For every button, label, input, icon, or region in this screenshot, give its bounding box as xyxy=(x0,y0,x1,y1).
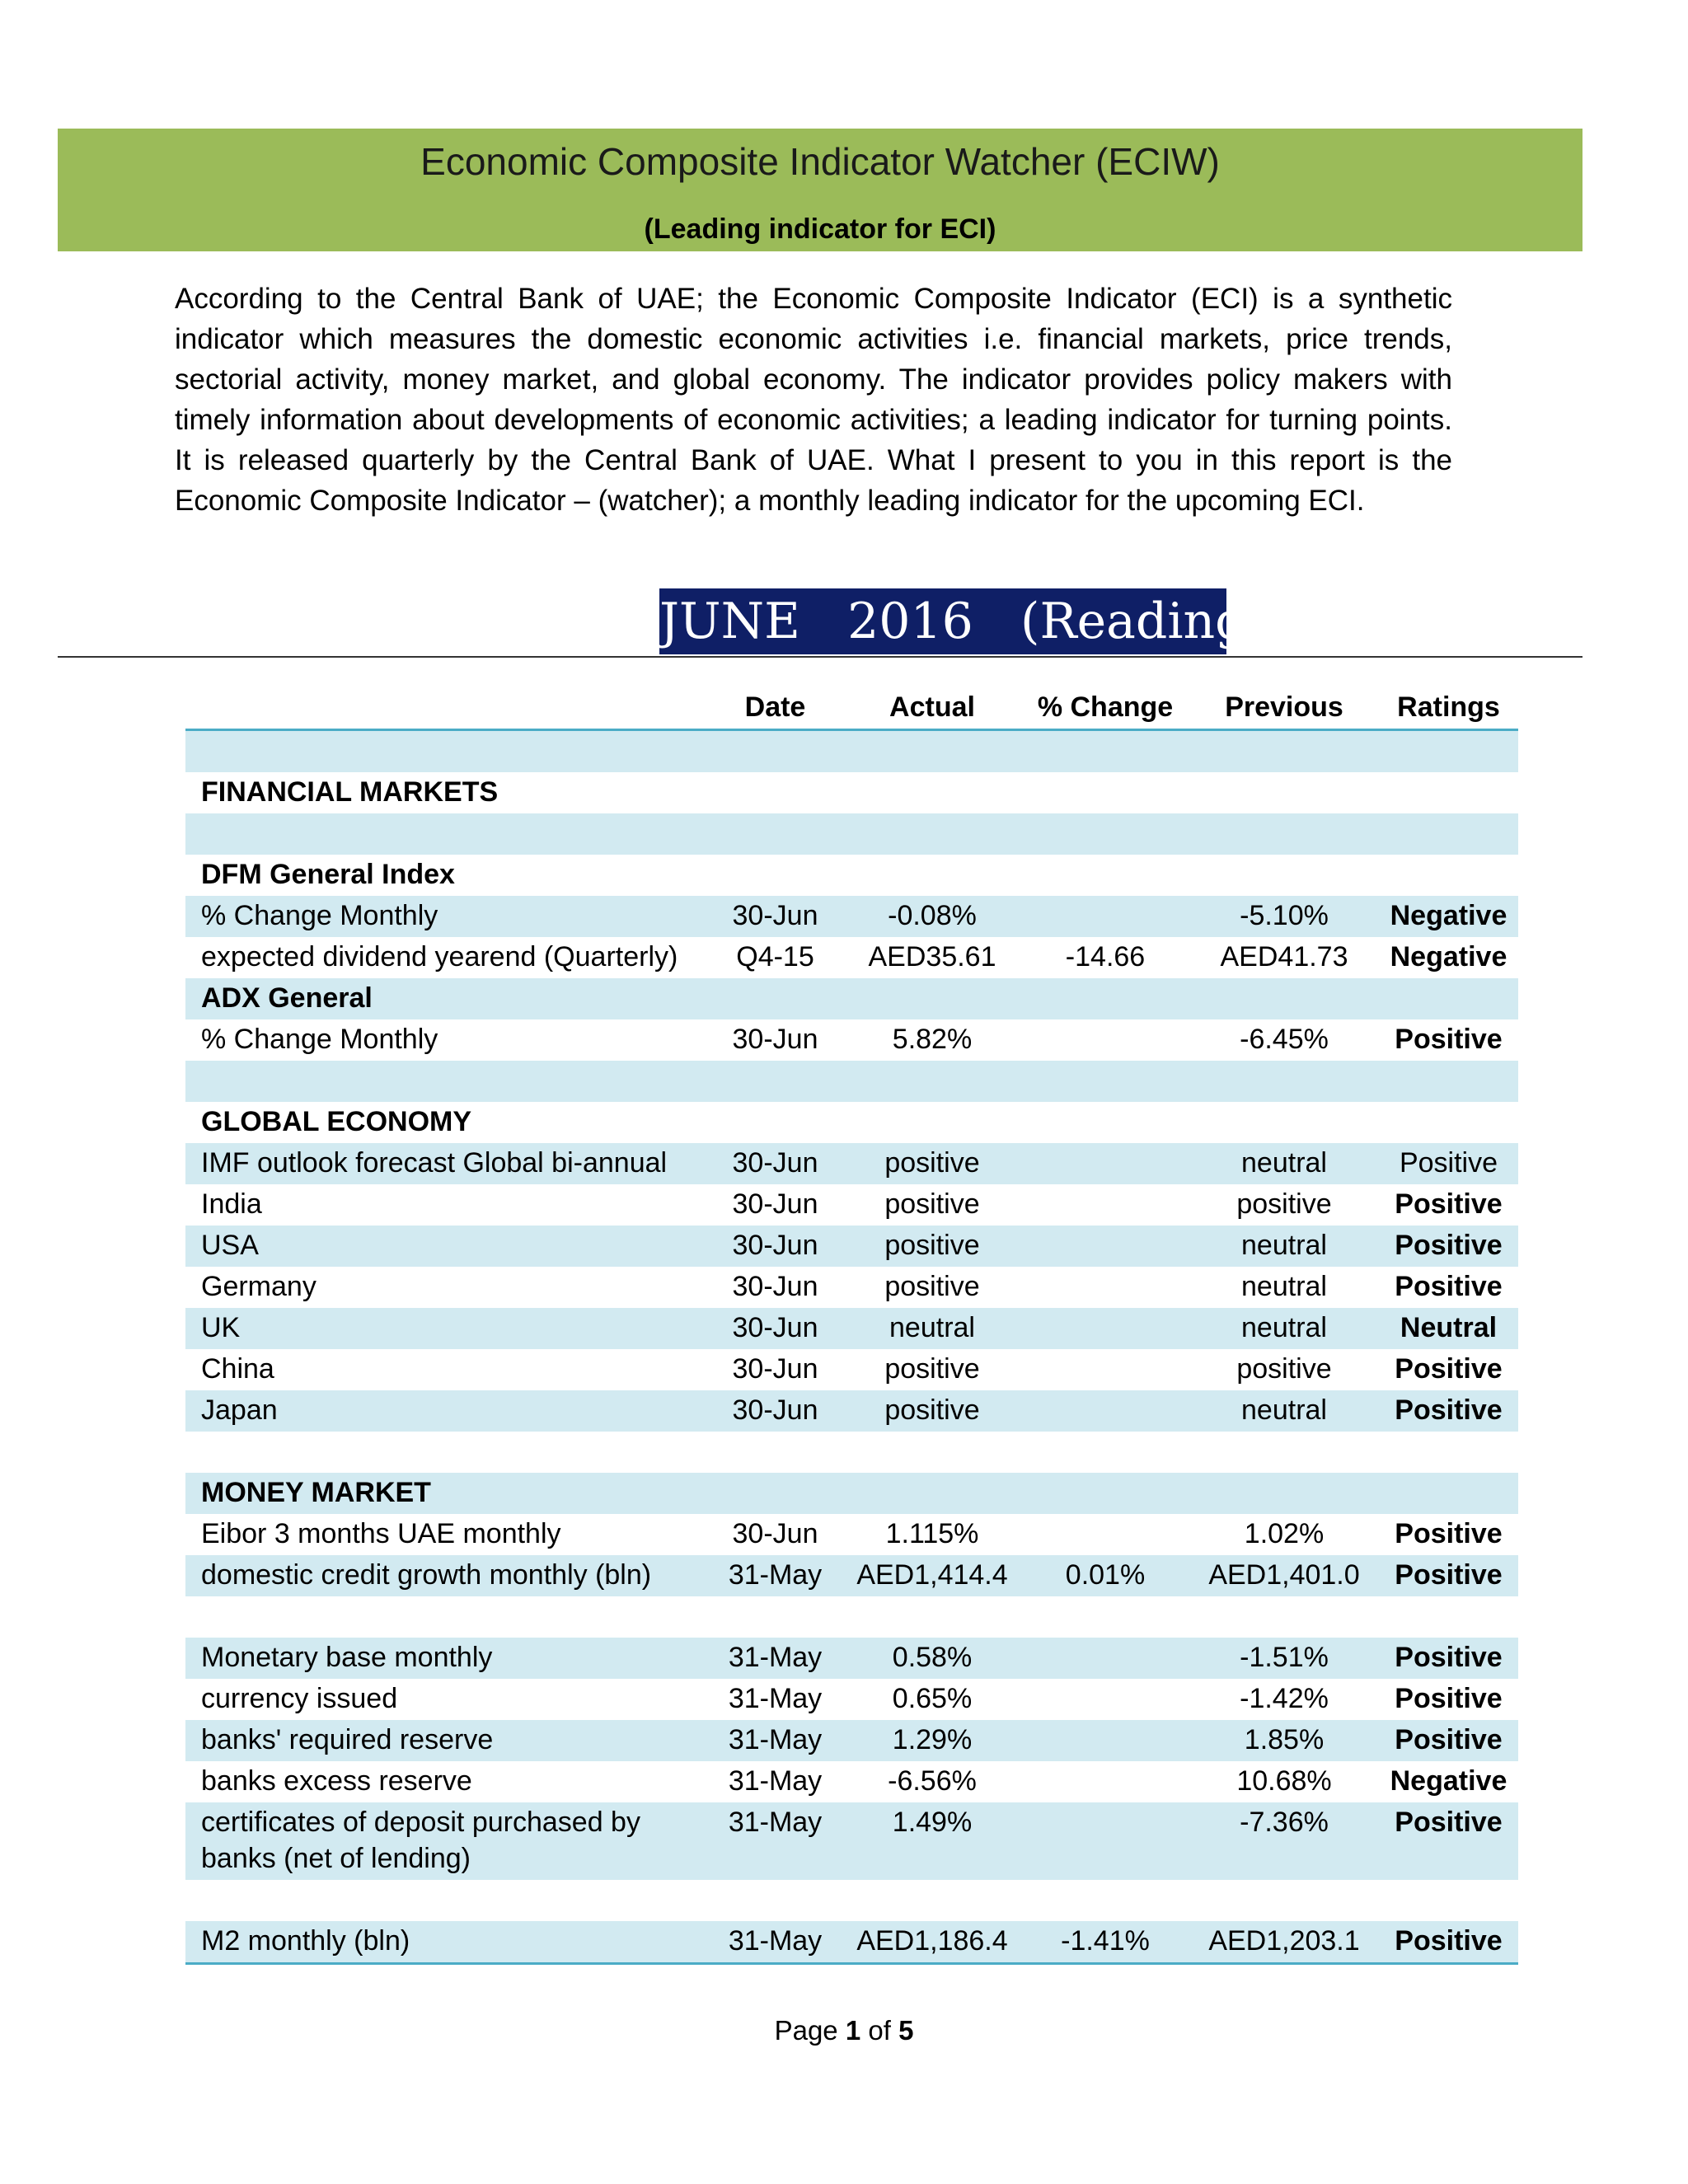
cell-label: % Change Monthly xyxy=(185,896,707,937)
cell-previous: 1.85% xyxy=(1189,1720,1379,1761)
cell-previous: neutral xyxy=(1189,1143,1379,1184)
cell-change: 0.01% xyxy=(1021,1555,1189,1596)
cell-change xyxy=(1021,1390,1189,1432)
cell-label: IMF outlook forecast Global bi-annual xyxy=(185,1143,707,1184)
cell-label: banks' required reserve xyxy=(185,1720,707,1761)
cell-label: GLOBAL ECONOMY xyxy=(201,1106,472,1137)
cell-previous: -1.42% xyxy=(1240,1683,1329,1714)
cell-rating xyxy=(1379,1061,1518,1102)
cell-label: ADX General xyxy=(185,978,707,1019)
table-row xyxy=(185,978,1518,1019)
cell-rating xyxy=(1379,813,1518,855)
cell-previous: neutral xyxy=(1241,1271,1327,1302)
cell-date: 30-Jun xyxy=(707,1308,843,1349)
cell-label: domestic credit growth monthly (bln) xyxy=(185,1555,707,1596)
cell-previous: neutral xyxy=(1189,1308,1379,1349)
cell-date: 31-May xyxy=(707,1720,843,1761)
cell-label xyxy=(185,1880,707,1921)
table-row xyxy=(185,855,1518,896)
cell-change xyxy=(1021,1473,1189,1514)
cell-label xyxy=(185,1061,707,1102)
header-actual: Actual xyxy=(843,684,1021,730)
table-row xyxy=(185,1679,1518,1720)
cell-change xyxy=(1021,978,1189,1019)
intro-paragraph: According to the Central Bank of UAE; the Economic Composite Indicator (ECI) is a synthetic indicator which measures the domestic economic activities i.e. financial markets, price trends, sectorial activity, money market, and global economy. The indicator provides policy makers with timely information about developments of economic activities; a leading indicator for turning points. It is released quarterly by the Central Bank of UAE. What I present to you in this report is the Economic Composite Indicator – (watcher); a monthly leading indicator for the upcoming ECI. xyxy=(175,283,1452,517)
table-row xyxy=(185,1102,1518,1143)
cell-previous xyxy=(1189,1432,1379,1473)
cell-date xyxy=(707,1596,843,1638)
cell-label: Eibor 3 months UAE monthly xyxy=(201,1518,561,1549)
cell-actual: 5.82% xyxy=(892,1024,973,1055)
cell-previous xyxy=(1189,855,1379,896)
cell-rating xyxy=(1379,855,1518,896)
cell-actual xyxy=(843,855,1021,896)
cell-actual xyxy=(843,1432,1021,1473)
cell-label: USA xyxy=(185,1226,707,1267)
indicator-table xyxy=(185,684,1518,1965)
cell-date: 30-Jun xyxy=(707,1390,843,1432)
cell-rating: Positive xyxy=(1395,1683,1503,1714)
table-row xyxy=(185,1143,1518,1184)
cell-label: India xyxy=(201,1188,262,1220)
cell-actual: 0.58% xyxy=(843,1638,1021,1679)
cell-date: 30-Jun xyxy=(707,1143,843,1184)
cell-actual xyxy=(843,1473,1021,1514)
cell-date: 30-Jun xyxy=(707,896,843,937)
cell-rating xyxy=(1379,1102,1518,1143)
cell-previous xyxy=(1189,1880,1379,1921)
cell-change xyxy=(1021,1184,1189,1226)
report-title: Economic Composite Indicator Watcher (ECIW) xyxy=(420,140,1220,183)
table-row xyxy=(185,937,1518,978)
cell-date: 31-May xyxy=(707,1802,843,1880)
cell-actual: positive xyxy=(843,1390,1021,1432)
cell-change xyxy=(1021,1019,1189,1061)
of-word: of xyxy=(868,2015,891,2046)
cell-actual xyxy=(843,1102,1021,1143)
cell-previous: 1.02% xyxy=(1244,1518,1325,1549)
cell-change xyxy=(1021,1349,1189,1390)
cell-rating: Neutral xyxy=(1379,1308,1518,1349)
cell-date xyxy=(707,730,843,773)
table-row xyxy=(185,1390,1518,1432)
cell-label xyxy=(185,813,707,855)
cell-label: Japan xyxy=(185,1390,707,1432)
cell-actual: positive xyxy=(884,1188,980,1220)
cell-previous: AED1,203.1 xyxy=(1189,1921,1379,1964)
table-header-row xyxy=(185,684,1518,730)
page-word: Page xyxy=(774,2015,838,2046)
cell-actual: AED1,186.4 xyxy=(843,1921,1021,1964)
cell-date: 30-Jun xyxy=(707,1226,843,1267)
table-row xyxy=(185,1921,1518,1964)
report-subtitle: (Leading indicator for ECI) xyxy=(644,213,996,245)
cell-date: 30-Jun xyxy=(732,1518,818,1549)
table-row xyxy=(185,1880,1518,1921)
table-row xyxy=(185,813,1518,855)
cell-change xyxy=(1021,730,1189,773)
cell-previous xyxy=(1189,978,1379,1019)
cell-rating: Positive xyxy=(1379,1921,1518,1964)
cell-change xyxy=(1021,1761,1189,1802)
cell-actual xyxy=(843,772,1021,813)
cell-change xyxy=(1021,1308,1189,1349)
table-row xyxy=(185,772,1518,813)
cell-rating: Positive xyxy=(1395,1518,1503,1549)
cell-rating: Positive xyxy=(1395,1188,1503,1220)
cell-change xyxy=(1021,1638,1189,1679)
table-body xyxy=(185,730,1518,1964)
table-row xyxy=(185,1267,1518,1308)
cell-rating: Positive xyxy=(1379,1638,1518,1679)
page-current: 1 xyxy=(845,2015,861,2046)
cell-change xyxy=(1021,1802,1189,1880)
cell-previous: -1.51% xyxy=(1189,1638,1379,1679)
cell-actual: 1.115% xyxy=(885,1518,979,1549)
table-row xyxy=(185,1596,1518,1638)
cell-actual: positive xyxy=(884,1353,980,1385)
cell-actual: 1.49% xyxy=(843,1802,1021,1880)
cell-date xyxy=(707,772,843,813)
cell-label: currency issued xyxy=(201,1683,398,1714)
cell-actual xyxy=(843,730,1021,773)
cell-date: 30-Jun xyxy=(732,1353,818,1385)
cell-label xyxy=(185,730,707,773)
cell-previous xyxy=(1189,1102,1379,1143)
header-date: Date xyxy=(707,684,843,730)
cell-change xyxy=(1021,1432,1189,1473)
table-row xyxy=(185,1802,1518,1880)
cell-rating: Positive xyxy=(1379,1555,1518,1596)
table-row xyxy=(185,1473,1518,1514)
cell-label: FINANCIAL MARKETS xyxy=(201,776,499,808)
cell-label: MONEY MARKET xyxy=(185,1473,707,1514)
cell-actual xyxy=(843,813,1021,855)
cell-label xyxy=(185,1432,707,1473)
cell-label: % Change Monthly xyxy=(201,1024,438,1055)
cell-label: DFM General Index xyxy=(201,859,455,890)
cell-date: 31-May xyxy=(707,1555,843,1596)
cell-previous: positive xyxy=(1236,1188,1332,1220)
cell-change xyxy=(1021,1720,1189,1761)
cell-label: Monetary base monthly xyxy=(185,1638,707,1679)
cell-label: China xyxy=(201,1353,274,1385)
cell-rating: Positive xyxy=(1379,1143,1518,1184)
cell-date: 31-May xyxy=(728,1765,823,1797)
cell-actual: -0.08% xyxy=(843,896,1021,937)
table-row xyxy=(185,1019,1518,1061)
cell-actual: -6.56% xyxy=(888,1765,977,1797)
cell-previous xyxy=(1189,730,1379,773)
cell-date xyxy=(707,813,843,855)
cell-actual: AED1,414.4 xyxy=(843,1555,1021,1596)
cell-change xyxy=(1021,1596,1189,1638)
header-change: % Change xyxy=(1021,684,1189,730)
cell-actual xyxy=(843,978,1021,1019)
cell-previous: AED41.73 xyxy=(1220,941,1348,972)
cell-actual xyxy=(843,1880,1021,1921)
reading-period-badge: JUNE 2016 (Reading) xyxy=(659,588,1226,654)
cell-previous xyxy=(1189,1061,1379,1102)
table-row xyxy=(185,896,1518,937)
cell-actual xyxy=(843,1061,1021,1102)
table-row xyxy=(185,1720,1518,1761)
cell-rating: Positive xyxy=(1395,1353,1503,1385)
cell-change xyxy=(1021,1514,1189,1555)
cell-label: M2 monthly (bln) xyxy=(185,1921,707,1964)
cell-previous xyxy=(1189,1596,1379,1638)
cell-previous: 10.68% xyxy=(1236,1765,1332,1797)
header-label xyxy=(185,684,707,730)
cell-rating: Positive xyxy=(1379,1720,1518,1761)
cell-change xyxy=(1021,1143,1189,1184)
cell-actual xyxy=(843,1596,1021,1638)
cell-previous: -7.36% xyxy=(1189,1802,1379,1880)
table-row xyxy=(185,1226,1518,1267)
cell-change xyxy=(1021,1102,1189,1143)
cell-label: Germany xyxy=(201,1271,316,1302)
cell-rating: Positive xyxy=(1379,1802,1518,1880)
page-footer xyxy=(0,2013,1688,2049)
cell-actual: neutral xyxy=(843,1308,1021,1349)
report-header xyxy=(58,129,1582,251)
cell-date: 31-May xyxy=(707,1921,843,1964)
cell-date: 30-Jun xyxy=(732,1271,818,1302)
cell-change: -1.41% xyxy=(1021,1921,1189,1964)
cell-actual: positive xyxy=(843,1226,1021,1267)
cell-rating xyxy=(1379,772,1518,813)
table-row xyxy=(185,1555,1518,1596)
cell-rating xyxy=(1379,730,1518,773)
cell-actual: 1.29% xyxy=(843,1720,1021,1761)
cell-date xyxy=(707,1102,843,1143)
cell-rating: Positive xyxy=(1379,1226,1518,1267)
cell-previous: AED1,401.0 xyxy=(1189,1555,1379,1596)
cell-change: -14.66 xyxy=(1065,941,1146,972)
cell-previous xyxy=(1189,772,1379,813)
cell-rating xyxy=(1379,978,1518,1019)
table-row xyxy=(185,1184,1518,1226)
cell-change xyxy=(1021,772,1189,813)
cell-change xyxy=(1021,855,1189,896)
cell-change xyxy=(1021,813,1189,855)
cell-rating xyxy=(1379,1473,1518,1514)
cell-date xyxy=(707,1432,843,1473)
cell-actual: positive xyxy=(884,1271,980,1302)
cell-rating xyxy=(1379,1880,1518,1921)
divider-line xyxy=(58,656,1582,658)
cell-rating: Positive xyxy=(1395,1271,1503,1302)
cell-actual: positive xyxy=(843,1143,1021,1184)
page-total: 5 xyxy=(898,2015,914,2046)
table-row xyxy=(185,730,1518,773)
cell-rating xyxy=(1379,1596,1518,1638)
cell-date: 31-May xyxy=(728,1683,823,1714)
table-row xyxy=(185,1432,1518,1473)
cell-previous: -5.10% xyxy=(1189,896,1379,937)
cell-change xyxy=(1021,1880,1189,1921)
cell-previous: neutral xyxy=(1189,1226,1379,1267)
table-row xyxy=(185,1761,1518,1802)
cell-rating xyxy=(1379,1432,1518,1473)
cell-rating: Negative xyxy=(1390,941,1507,972)
cell-date: 30-Jun xyxy=(732,1024,818,1055)
table-row xyxy=(185,1349,1518,1390)
cell-actual: 0.65% xyxy=(892,1683,973,1714)
cell-label: expected dividend yearend (Quarterly) xyxy=(201,941,678,972)
table-row xyxy=(185,1638,1518,1679)
cell-actual: AED35.61 xyxy=(868,941,996,972)
table-row xyxy=(185,1308,1518,1349)
cell-date xyxy=(707,1880,843,1921)
header-previous: Previous xyxy=(1189,684,1379,730)
cell-date xyxy=(707,1061,843,1102)
cell-previous: neutral xyxy=(1189,1390,1379,1432)
table-row xyxy=(185,1061,1518,1102)
cell-previous xyxy=(1189,1473,1379,1514)
cell-date: 30-Jun xyxy=(732,1188,818,1220)
cell-change xyxy=(1021,896,1189,937)
cell-change xyxy=(1021,1267,1189,1308)
table-row xyxy=(185,1514,1518,1555)
cell-date xyxy=(707,1473,843,1514)
cell-change xyxy=(1021,1226,1189,1267)
cell-rating: Negative xyxy=(1379,896,1518,937)
cell-rating: Positive xyxy=(1379,1390,1518,1432)
cell-rating: Negative xyxy=(1390,1765,1507,1797)
cell-date: Q4-15 xyxy=(736,941,814,972)
cell-label: certificates of deposit purchased by banks (net of lending) xyxy=(185,1802,707,1880)
cell-label: UK xyxy=(185,1308,707,1349)
cell-previous: positive xyxy=(1236,1353,1332,1385)
cell-change xyxy=(1021,1679,1189,1720)
cell-date xyxy=(707,978,843,1019)
cell-label xyxy=(185,1596,707,1638)
cell-label: banks excess reserve xyxy=(201,1765,472,1797)
cell-date: 31-May xyxy=(707,1638,843,1679)
cell-change xyxy=(1021,1061,1189,1102)
cell-date xyxy=(707,855,843,896)
cell-previous: -6.45% xyxy=(1240,1024,1329,1055)
cell-previous xyxy=(1189,813,1379,855)
header-ratings: Ratings xyxy=(1379,684,1518,730)
cell-rating: Positive xyxy=(1395,1024,1503,1055)
